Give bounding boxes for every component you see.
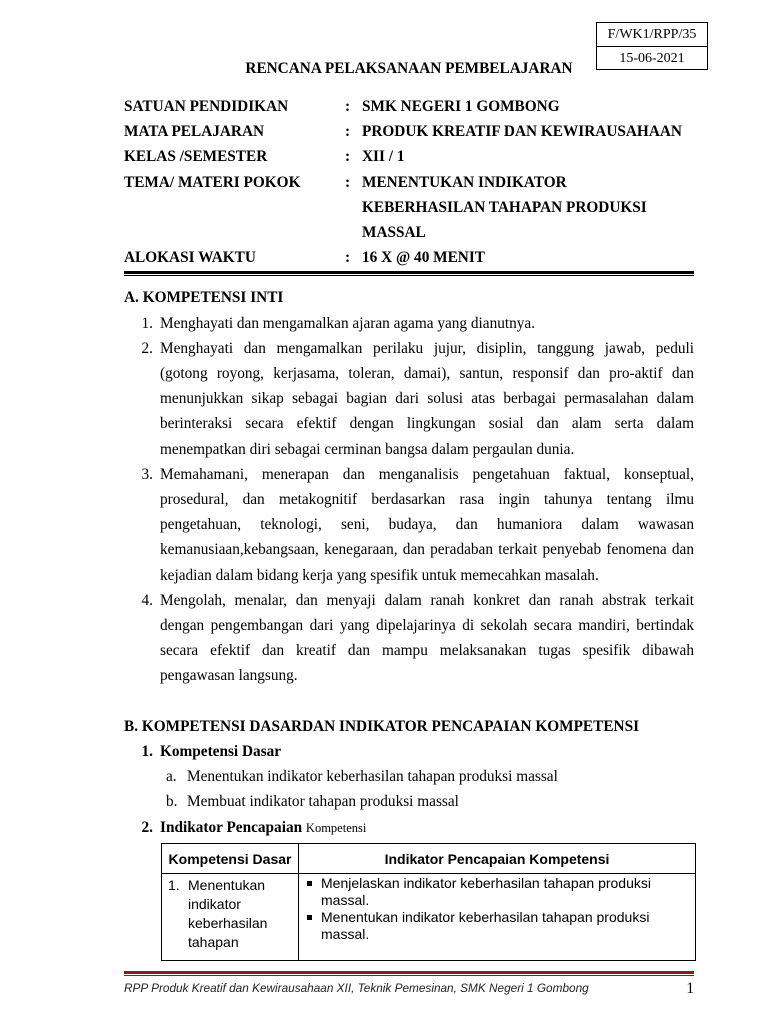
list-marker: b. (166, 793, 178, 811)
kd-item-a (124, 764, 694, 789)
kd-text: Menentukan indikator keberhasilan tahapan (188, 877, 268, 950)
kd-item-text: Membuat indikator tahapan produksi massal (187, 793, 459, 811)
text-line: berinteraksi secara efektif dengan lingkungan sosial dan alam serta dalam (160, 415, 694, 433)
identity-value (362, 170, 702, 246)
identity-label: KELAS /SEMESTER (124, 148, 268, 166)
identity-value-line: MASSAL (362, 224, 426, 242)
table-header-kd: Kompetensi Dasar (162, 844, 299, 874)
identity-value (362, 245, 702, 270)
kd-subsection-heading (124, 739, 694, 764)
indicator-text: Menentukan indikator keberhasilan tahapan produksi massal. (321, 909, 650, 942)
document-title: RENCANA PELAKSANAAN PEMBELAJARAN (245, 60, 573, 77)
kd-item-text: Menentukan indikator keberhasilan tahapan produksi massal (187, 768, 558, 786)
ki-item-1 (124, 311, 694, 336)
ipk-subsection-heading (124, 815, 694, 841)
table-header-ipk: Indikator Pencapaian Kompetensi (299, 844, 695, 874)
identity-row-satuan-pendidikan (124, 94, 702, 119)
form-number: F/WK1/RPP/35 (607, 27, 697, 42)
list-number: 1. (141, 743, 153, 761)
identity-separator: : (345, 173, 351, 191)
list-item-text (160, 336, 694, 462)
form-date: 15-06-2021 (597, 46, 707, 69)
list-number: 2. (141, 339, 153, 357)
text-line: menunjukkan sikap sebagai bagian dari solusi atas berbagai permasalahan dalam (160, 390, 694, 408)
competency-table (161, 843, 696, 961)
identity-value-line: PRODUK KREATIF DAN KEWIRAUSAHAAN (362, 123, 682, 141)
identity-row-kelas-semester (124, 144, 702, 169)
square-bullet-icon (307, 909, 321, 943)
identity-separator: : (345, 249, 351, 267)
identity-row-tema-materi-pokok (124, 170, 702, 246)
text-line: kejadian dalam bidang kerja yang spesifik untuk memecahkan masalah. (160, 566, 599, 584)
document-body (124, 285, 694, 840)
identity-label: SATUAN PENDIDIKAN (124, 98, 289, 115)
identity-separator: : (345, 148, 351, 166)
list-item-text (160, 311, 694, 336)
table-cell-kd (162, 874, 299, 960)
text-line: dengan pengembangan dari yang dipelajarinya di sekolah secara mandiri, bertindak (160, 617, 694, 635)
identity-value-line: XII / 1 (362, 148, 405, 166)
identity-label: TEMA/ MATERI POKOK (124, 173, 301, 191)
text-line: menempatkan diri sebagai cerminan bangsa dalam pergaulan dunia. (160, 440, 575, 458)
indicator-item (307, 909, 689, 943)
text-line: pengetahuan, teknologi, seni, budaya, dan humaniora dalam wawasan (160, 516, 694, 534)
kd-number: 1. (168, 877, 180, 893)
ipk-title-small: Kompetensi (305, 820, 367, 835)
page-number: 1 (686, 980, 694, 997)
indicator-item (307, 875, 689, 909)
identity-separator: : (345, 123, 351, 141)
identity-label: ALOKASI WAKTU (124, 249, 256, 267)
footer-text: RPP Produk Kreatif dan Kewirausahaan XII, Teknik Pemesinan, SMK Negeri 1 Gombong (124, 981, 589, 995)
text-line: (gotong royong, kerjasama, toleran, damai), santun, responsif dan pro-aktif dan (160, 365, 694, 382)
identity-value-line: 16 X @ 40 MENIT (362, 249, 486, 267)
footer-divider (124, 971, 694, 976)
header-divider (124, 271, 694, 276)
identity-value (362, 144, 702, 169)
ipk-subsection-title (160, 815, 366, 841)
kd-subsection-title: Kompetensi Dasar (160, 743, 282, 761)
text-line: Mengolah, menalar, dan menyaji dalam ranah konkret dan ranah abstrak terkait (160, 591, 694, 609)
text-line: kemanusiaan,kebangsaan, kenegaraan, dan peradaban terkait penyebab fenomena dan (160, 541, 694, 559)
text-line: Memahamani, menerapan dan menganalisis pengetahuan faktual, konseptual, (160, 465, 694, 483)
identity-value-line: KEBERHASILAN TAHAPAN PRODUKSI (362, 198, 647, 216)
text-line: Menghayati dan mengamalkan ajaran agama yang dianutnya. (160, 314, 536, 332)
identity-value (362, 94, 702, 119)
text-line: pengawasan langsung. (160, 667, 298, 685)
section-b-heading: B. KOMPETENSI DASARDAN INDIKATOR PENCAPAIAN KOMPETENSI (124, 717, 640, 735)
list-number: 2. (141, 818, 153, 836)
text-line: secara efektif dan kreatif dan mampu melaksanakan tugas spesifik dibawah (160, 642, 694, 660)
list-number: 4. (141, 591, 153, 609)
list-item-text (160, 588, 694, 689)
list-marker: a. (166, 768, 177, 786)
indicator-text: Menjelaskan indikator keberhasilan tahapan produksi massal. (321, 875, 651, 908)
section-a-heading: A. KOMPETENSI INTI (124, 289, 284, 307)
list-number: 3. (141, 465, 153, 483)
kd-item-b (124, 789, 694, 814)
identity-value-line: MENENTUKAN INDIKATOR (362, 173, 567, 191)
ipk-title-bold: Indikator Pencapaian (160, 818, 303, 836)
identity-row-mata-pelajaran (124, 119, 702, 144)
identity-separator: : (345, 98, 351, 115)
ki-item-4 (124, 588, 694, 689)
text-line: Menghayati dan mengamalkan perilaku jujur, disiplin, tanggung jawab, peduli (160, 339, 694, 357)
square-bullet-icon (307, 875, 321, 909)
blank-line (124, 689, 694, 714)
identity-value (362, 119, 702, 144)
identity-row-alokasi-waktu (124, 245, 702, 270)
ki-item-3 (124, 462, 694, 588)
identity-label: MATA PELAJARAN (124, 123, 265, 141)
table-cell-indicators (299, 874, 695, 960)
list-number: 1. (141, 314, 153, 332)
text-line: prosedural, dan metakognitif berdasarkan rasa ingin tahunya tentang ilmu (160, 491, 694, 509)
ki-item-2 (124, 336, 694, 462)
identity-table (124, 94, 702, 270)
identity-value-line: SMK NEGERI 1 GOMBONG (362, 98, 560, 115)
list-item-text (160, 462, 694, 588)
